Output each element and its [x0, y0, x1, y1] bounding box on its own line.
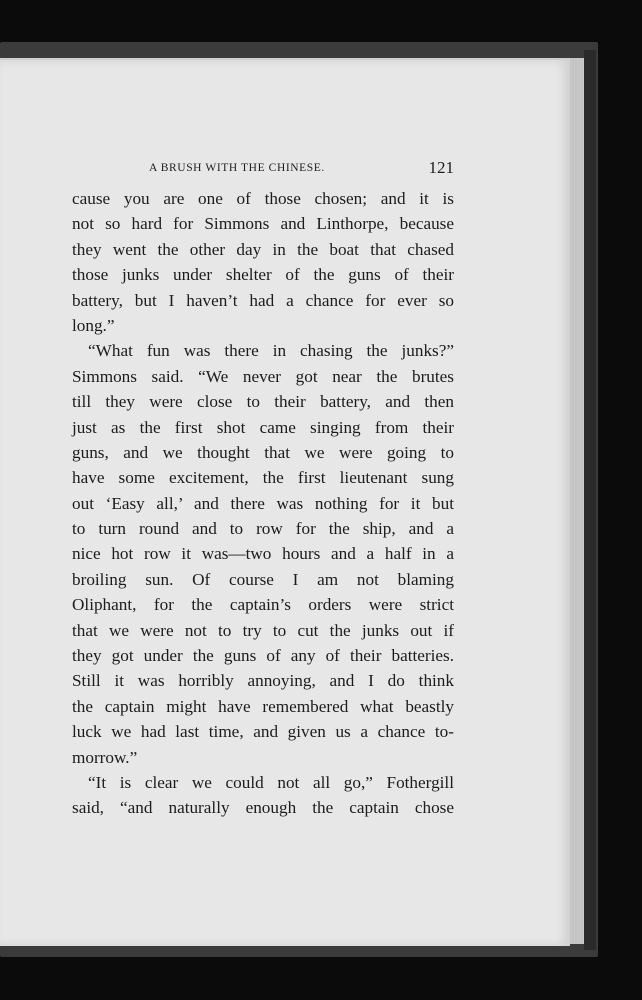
text-line: luck we had last time, and given us a chance to-: [72, 722, 454, 742]
text-line: that we were not to try to cut the junks out if: [72, 620, 454, 640]
text-line: they went the other day in the boat that chased: [72, 239, 454, 259]
text-line: have some excitement, the first lieutenant sung: [72, 468, 454, 488]
text-line: those junks under shelter of the guns of their: [72, 265, 454, 285]
text-line: they got under the guns of any of their batteries.: [72, 646, 454, 666]
text-line: “It is clear we could not all go,” Fothergill: [88, 772, 454, 792]
text-line: not so hard for Simmons and Linthorpe, because: [72, 214, 454, 234]
text-line: Oliphant, for the captain’s orders were strict: [72, 595, 454, 615]
text-line: “What fun was there in chasing the junks?”: [88, 341, 454, 361]
text-line: out ‘Easy all,’ and there was nothing for it but: [72, 493, 454, 513]
page-number: 121: [428, 158, 454, 177]
text-line: till they were close to their battery, and then: [72, 392, 454, 412]
body-text: [72, 186, 454, 821]
text-line: Simmons said. “We never got near the brutes: [72, 366, 454, 386]
book-spine: [584, 50, 596, 950]
text-line: said, “and naturally enough the captain chose: [72, 798, 454, 818]
text-line: morrow.”: [72, 747, 138, 767]
running-title: A BRUSH WITH THE CHINESE.: [149, 162, 325, 174]
text-line: guns, and we thought that we were going to: [72, 442, 454, 462]
text-line: long.”: [72, 315, 115, 335]
text-line: nice hot row it was—two hours and a half in a: [72, 544, 454, 564]
page-edges: [570, 58, 584, 944]
text-line: just as the first shot came singing from their: [72, 417, 454, 437]
text-line: broiling sun. Of course I am not blaming: [72, 569, 454, 589]
text-line: to turn round and to row for the ship, and a: [72, 519, 454, 539]
text-line: Still it was horribly annoying, and I do think: [72, 671, 454, 691]
text-line: cause you are one of those chosen; and it is: [72, 189, 454, 208]
text-line: the captain might have remembered what beastly: [72, 696, 454, 716]
text-line: battery, but I haven’t had a chance for ever so: [72, 290, 454, 310]
